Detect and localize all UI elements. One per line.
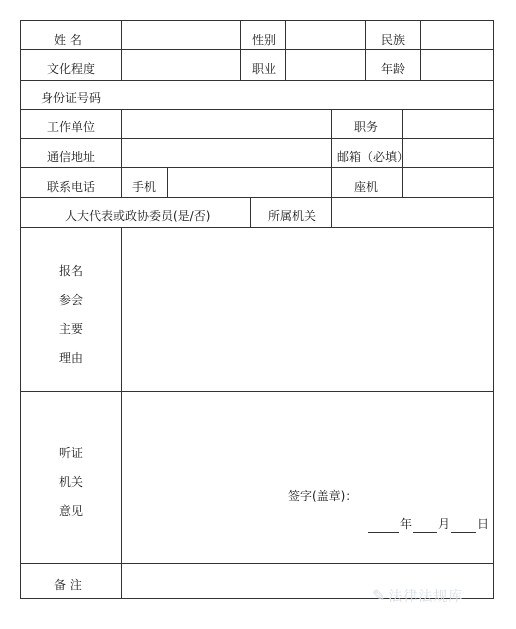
landline-field[interactable] bbox=[403, 168, 493, 197]
education-label: 文化程度 bbox=[47, 62, 96, 76]
employer-field[interactable] bbox=[122, 110, 330, 138]
col-divider bbox=[250, 197, 251, 227]
opinion-label-line: 机关 bbox=[59, 475, 84, 489]
address-label: 通信地址 bbox=[47, 150, 96, 164]
reason-label-line: 主要 bbox=[59, 322, 84, 336]
name-label: 姓 名 bbox=[54, 33, 82, 47]
day-label: 日 bbox=[477, 517, 490, 531]
landline-label: 座机 bbox=[354, 180, 379, 194]
year-label: 年 bbox=[400, 517, 413, 531]
employer-label: 工作单位 bbox=[47, 120, 96, 134]
email-field[interactable] bbox=[403, 139, 493, 167]
address-field[interactable] bbox=[122, 139, 330, 167]
deputy-label: 人大代表或政协委员(是/否) bbox=[65, 209, 211, 223]
month-blank[interactable] bbox=[413, 518, 437, 533]
watermark bbox=[372, 586, 463, 606]
month-label: 月 bbox=[438, 517, 451, 531]
gender-label: 性别 bbox=[252, 33, 277, 47]
email-label: 邮箱（必填） bbox=[337, 150, 410, 164]
agency-label: 所属机关 bbox=[268, 209, 317, 223]
name-field[interactable] bbox=[122, 21, 239, 49]
age-field[interactable] bbox=[421, 50, 493, 80]
watermark-text: 法律法规库 bbox=[388, 589, 464, 605]
age-label: 年龄 bbox=[381, 62, 406, 76]
col-divider bbox=[365, 20, 366, 80]
reason-label-line: 参会 bbox=[59, 293, 84, 307]
mobile-label: 手机 bbox=[132, 180, 157, 194]
occupation-field[interactable] bbox=[286, 50, 364, 80]
agency-field[interactable] bbox=[332, 198, 493, 227]
id-number-field[interactable] bbox=[122, 81, 493, 109]
logo-icon: ✎ bbox=[372, 586, 387, 605]
opinion-label-line: 意见 bbox=[59, 504, 84, 518]
ethnicity-field[interactable] bbox=[421, 21, 493, 49]
col-divider bbox=[240, 20, 241, 80]
ethnicity-label: 民族 bbox=[381, 33, 406, 47]
col-divider bbox=[331, 109, 332, 197]
reason-label-line: 理由 bbox=[59, 351, 84, 365]
gender-field[interactable] bbox=[286, 21, 364, 49]
mobile-field[interactable] bbox=[168, 168, 330, 197]
reason-label-line: 报名 bbox=[59, 264, 84, 278]
position-field[interactable] bbox=[403, 110, 493, 138]
opinion-field[interactable] bbox=[122, 392, 493, 563]
year-blank[interactable] bbox=[368, 518, 399, 533]
education-field[interactable] bbox=[122, 50, 239, 80]
remark-label: 备 注 bbox=[54, 578, 82, 592]
reason-field[interactable] bbox=[122, 228, 493, 391]
opinion-label-line: 听证 bbox=[59, 446, 84, 460]
signature-label: 签字(盖章)： bbox=[288, 489, 358, 503]
day-blank[interactable] bbox=[451, 518, 476, 533]
id-number-label: 身份证号码 bbox=[41, 91, 102, 105]
occupation-label: 职业 bbox=[252, 62, 277, 76]
contact-label: 联系电话 bbox=[47, 180, 96, 194]
position-label: 职务 bbox=[354, 120, 379, 134]
